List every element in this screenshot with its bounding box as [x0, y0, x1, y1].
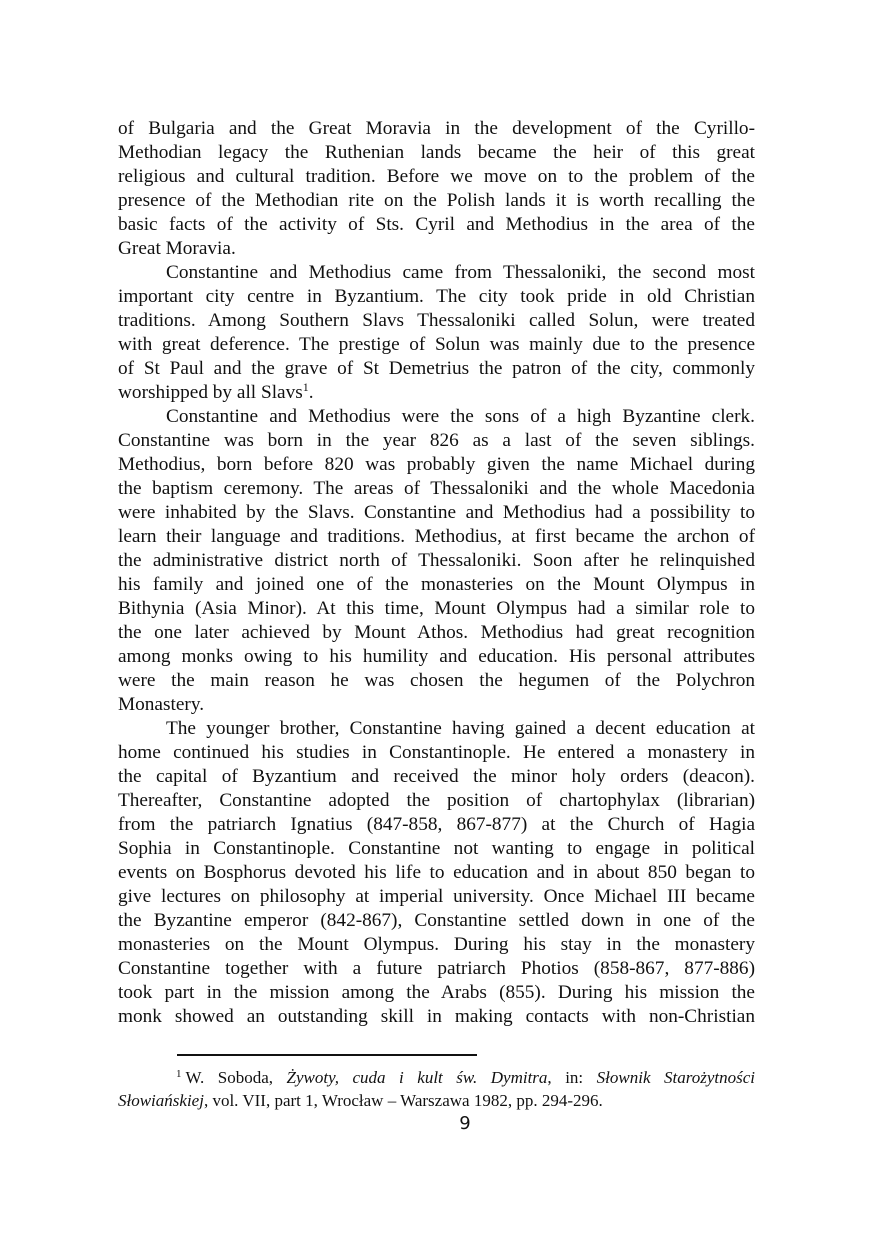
line-text: monasteries on the Mount Olympus. During his stay in the monastery — [118, 934, 755, 955]
punctuation: . — [308, 382, 314, 403]
text-line — [118, 405, 755, 429]
line-text: of Bulgaria and the Great Moravia in the development of the Cyrillo- — [118, 118, 755, 139]
text-line — [118, 693, 755, 717]
footnote-line-1 — [118, 1066, 755, 1089]
line-text: the Byzantine emperor (842-867), Constantine settled down in one of the — [118, 910, 755, 931]
text-line — [118, 837, 755, 861]
paragraph — [118, 261, 755, 405]
footnote-source-cont: Słowiańskiej — [118, 1091, 204, 1110]
line-text: Methodian legacy the Ruthenian lands became the heir of this great — [118, 142, 755, 163]
line-text: from the patriarch Ignatius (847-858, 867-877) at the Church of Hagia — [118, 814, 755, 835]
text-line — [118, 909, 755, 933]
text-line — [118, 645, 755, 669]
line-text: the baptism ceremony. The areas of Thessaloniki and the whole Macedonia — [118, 478, 755, 499]
text-line — [118, 789, 755, 813]
line-text: Constantine together with a future patriarch Photios (858-867, 877-886) — [118, 958, 755, 979]
line-text: Thereafter, Constantine adopted the position of chartophylax (librarian) — [118, 790, 755, 811]
line-text: basic facts of the activity of Sts. Cyril and Methodius in the area of the — [118, 214, 755, 235]
footnote-details: , vol. VII, part 1, Wrocław – Warszawa 1982, pp. 294-296. — [203, 1091, 603, 1110]
line-text: Monastery. — [118, 694, 205, 715]
text-line — [118, 933, 755, 957]
line-text: Sophia in Constantinople. Constantine not wanting to engage in political — [118, 838, 755, 859]
line-text: were the main reason he was chosen the hegumen of the Polychron — [118, 670, 755, 691]
body-text — [118, 117, 755, 1029]
text-line — [118, 477, 755, 501]
text-line — [118, 957, 755, 981]
text-line — [118, 237, 755, 261]
line-text: religious and cultural tradition. Before we move on to the problem of the — [118, 166, 755, 187]
text-line — [118, 261, 755, 285]
text-line — [118, 141, 755, 165]
text-line — [118, 717, 755, 741]
text-line — [118, 981, 755, 1005]
text-line — [118, 765, 755, 789]
line-text: monk showed an outstanding skill in making contacts with non-Christian — [118, 1006, 755, 1027]
text-line — [118, 189, 755, 213]
text-line — [118, 501, 755, 525]
text-line — [118, 453, 755, 477]
footnote-in: , in: — [547, 1068, 597, 1087]
line-text: important city centre in Byzantium. The city took pride in old Christian — [118, 286, 755, 307]
line-text: took part in the mission among the Arabs (855). During his mission the — [118, 982, 755, 1003]
footnote-source: Słownik Starożytności — [596, 1068, 755, 1087]
text-line — [118, 1005, 755, 1029]
footnote-author: W. Soboda, — [185, 1068, 287, 1087]
text-line — [118, 213, 755, 237]
line-text: his family and joined one of the monasteries on the Mount Olympus in — [118, 574, 755, 595]
text-line — [118, 861, 755, 885]
paragraph — [118, 117, 755, 261]
line-text: Bithynia (Asia Minor). At this time, Mount Olympus had a similar role to — [118, 598, 755, 619]
footnote-reference[interactable]: 1 — [302, 380, 309, 394]
text-line — [118, 285, 755, 309]
text-line — [118, 333, 755, 357]
footnote-title: Żywoty, cuda i kult św. Dymitra — [286, 1068, 548, 1087]
line-text: give lectures on philosophy at imperial university. Once Michael III became — [118, 886, 755, 907]
text-line — [118, 549, 755, 573]
text-line — [118, 741, 755, 765]
line-text: traditions. Among Southern Slavs Thessaloniki called Solun, were treated — [118, 310, 755, 331]
line-text: Great Moravia. — [118, 238, 236, 259]
text-line — [118, 429, 755, 453]
footnote-line-2 — [118, 1091, 603, 1110]
footnote-separator — [177, 1054, 477, 1056]
line-text: learn their language and traditions. Methodius, at first became the archon of — [118, 526, 755, 547]
line-text: worshipped by all Slavs — [118, 382, 303, 403]
footnote-number: 1 — [176, 1068, 182, 1080]
line-text: Constantine and Methodius were the sons of a high Byzantine clerk. — [166, 406, 755, 427]
line-text: Methodius, born before 820 was probably given the name Michael during — [118, 454, 755, 475]
text-line — [118, 357, 755, 381]
text-line — [118, 117, 755, 141]
text-line — [118, 525, 755, 549]
line-text: among monks owing to his humility and education. His personal attributes — [118, 646, 755, 667]
line-text: of St Paul and the grave of St Demetrius the patron of the city, commonly — [118, 358, 755, 379]
text-line — [118, 597, 755, 621]
line-text: the capital of Byzantium and received the minor holy orders (deacon). — [118, 766, 755, 787]
text-line — [118, 885, 755, 909]
line-text: presence of the Methodian rite on the Polish lands it is worth recalling the — [118, 190, 755, 211]
page-number: 9 — [459, 1113, 471, 1134]
text-line — [118, 813, 755, 837]
text-line — [118, 669, 755, 693]
line-text: with great deference. The prestige of Solun was mainly due to the presence — [118, 334, 755, 355]
line-text: Constantine and Methodius came from Thessaloniki, the second most — [166, 262, 755, 283]
footnote — [118, 1066, 755, 1112]
line-text: The younger brother, Constantine having gained a decent education at — [166, 718, 755, 739]
paragraph — [118, 717, 755, 1029]
text-line — [118, 573, 755, 597]
text-line — [118, 381, 755, 405]
line-text: events on Bosphorus devoted his life to education and in about 850 began to — [118, 862, 755, 883]
line-text: the administrative district north of Thessaloniki. Soon after he relinquished — [118, 550, 755, 571]
line-text: the one later achieved by Mount Athos. Methodius had great recognition — [118, 622, 755, 643]
line-text: were inhabited by the Slavs. Constantine and Methodius had a possibility to — [118, 502, 755, 523]
text-line — [118, 165, 755, 189]
line-text: Constantine was born in the year 826 as a last of the seven siblings. — [118, 430, 755, 451]
line-text: home continued his studies in Constantinople. He entered a monastery in — [118, 742, 755, 763]
text-line — [118, 621, 755, 645]
paragraph — [118, 405, 755, 717]
text-line — [118, 309, 755, 333]
